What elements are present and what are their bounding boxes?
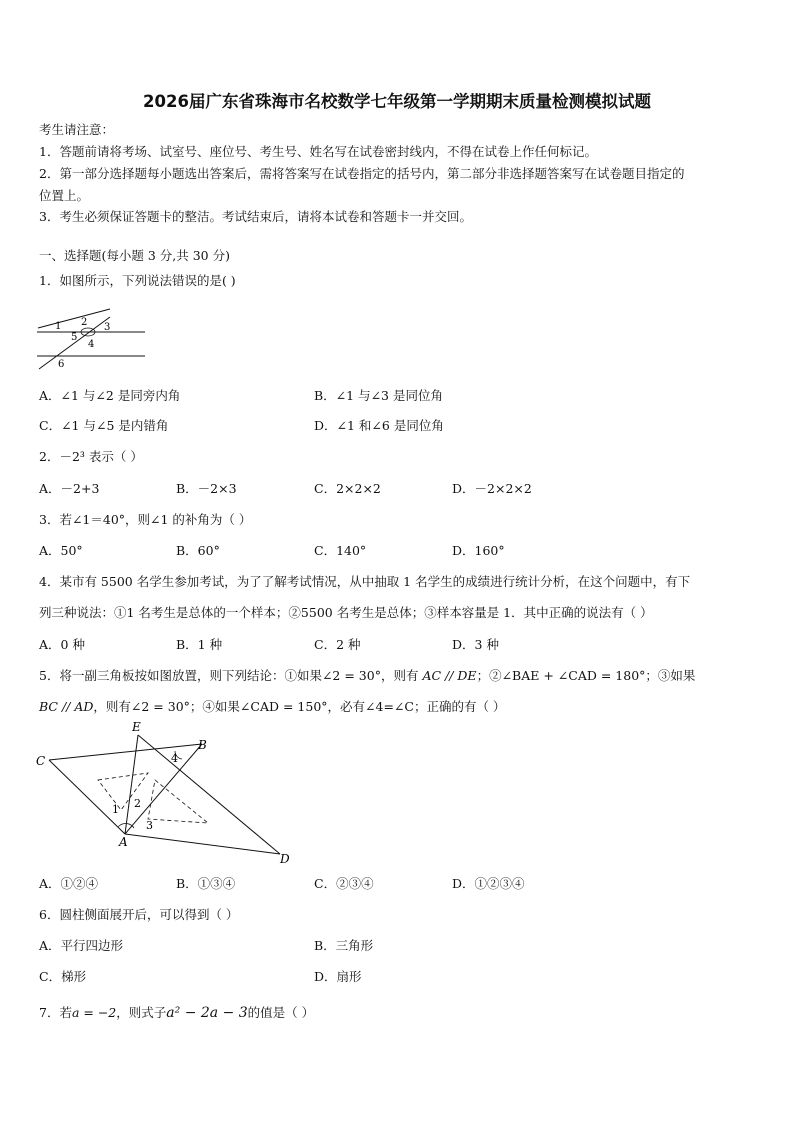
question-2-option-c: C．2×2×2 [314, 481, 381, 496]
question-3-option-a: A．50° [39, 543, 83, 558]
question-2-stem: 2．－2³ 表示（ ） [39, 449, 143, 464]
angle-label: 4 [88, 339, 95, 350]
page-title: 2026届广东省珠海市名校数学七年级第一学期期末质量检测模拟试题 [143, 92, 651, 111]
question-3-option-d: D．160° [452, 543, 505, 558]
question-1-option-a: A．∠1 与∠2 是同旁内角 [39, 388, 181, 403]
stem-text: ，则有∠2 = 30°；④如果∠CAD = 150°，必有∠4=∠C；正确的有（ ） [93, 699, 506, 714]
notice-item: 3．考生必须保证答题卡的整洁。考试结束后，请将本试卷和答题卡一并交回。 [39, 209, 472, 224]
point-label: A [119, 835, 128, 849]
question-3-stem: 3．若∠1＝40°，则∠1 的补角为（ ） [39, 512, 252, 527]
point-label: D [280, 852, 290, 866]
question-4-option-a: A．0 种 [39, 637, 85, 652]
question-1-option-d: D．∠1 和∠6 是同位角 [314, 418, 444, 433]
angle-label: 3 [146, 819, 153, 832]
angle-label: 2 [134, 797, 141, 810]
question-6-option-b: B．三角形 [314, 938, 374, 953]
question-6-option-d: D．扇形 [314, 969, 362, 984]
angle-label: 1 [55, 321, 62, 332]
notice-heading: 考生请注意： [39, 122, 115, 137]
question-4-stem-line2: 列三种说法：①1 名考生是总体的一个样本；②5500 名考生是总体；③样本容量是 1．其中正确的说法有（ ） [39, 605, 653, 620]
question-5-option-a: A．①②④ [39, 876, 99, 891]
question-2-option-b: B．－2×3 [176, 481, 237, 496]
question-4-option-d: D．3 种 [452, 637, 499, 652]
point-label: C [36, 754, 46, 768]
math-expression: AC // DE [422, 668, 477, 683]
question-6-option-a: A．平行四边形 [39, 938, 124, 953]
question-6-option-c: C．梯形 [39, 969, 87, 984]
question-2-option-d: D．－2×2×2 [452, 481, 532, 496]
notice-item: 位置上。 [39, 188, 90, 203]
section-heading: 一、选择题(每小题 3 分,共 30 分) [39, 248, 230, 263]
question-3-option-c: C．140° [314, 543, 367, 558]
question-1-stem: 1．如图所示，下列说法错误的是( ) [39, 273, 236, 288]
angle-label: 2 [81, 317, 88, 328]
angle-label: 5 [71, 332, 78, 343]
question-5-option-d: D．①②③④ [452, 876, 525, 891]
math-expression: a² − 2a − 3 [166, 1005, 248, 1021]
notice-item: 2．第一部分选择题每小题选出答案后，需将答案写在试卷指定的括号内，第二部分非选择题答案写在试卷题目指定的 [39, 166, 685, 181]
question-5-stem-line1 [39, 666, 695, 684]
angle-label: 4 [171, 752, 178, 765]
stem-text: 5．将一副三角板按如图放置，则下列结论：①如果∠2 = 30°，则有 [39, 668, 419, 683]
question-3-option-b: B．60° [176, 543, 220, 558]
stem-text: ；②∠BAE + ∠CAD = 180°；③如果 [476, 668, 696, 683]
question-5-option-c: C．②③④ [314, 876, 374, 891]
point-label: E [132, 720, 141, 734]
notice-item: 1．答题前请将考场、试室号、座位号、考生号、姓名写在试卷密封线内，不得在试卷上作任何标记。 [39, 144, 597, 159]
question-4-stem-line1: 4．某市有 5500 名学生参加考试，为了了解考试情况，从中抽取 1 名学生的成绩进行统计分析，在这个问题中，有下 [39, 574, 691, 589]
stem-text: ，则式子 [116, 1005, 167, 1020]
question-1-figure [35, 305, 155, 375]
stem-text: 7．若 [39, 1005, 72, 1020]
angle-label: 1 [112, 803, 119, 816]
point-label: B [198, 738, 207, 752]
math-expression: BC // AD [39, 699, 94, 714]
question-5-option-b: B．①③④ [176, 876, 236, 891]
question-1-option-c: C．∠1 与∠5 是内错角 [39, 418, 169, 433]
question-4-option-b: B．1 种 [176, 637, 223, 652]
question-6-stem: 6．圆柱侧面展开后，可以得到（ ） [39, 907, 239, 922]
stem-text: 的值是（ ） [247, 1005, 315, 1020]
math-expression: a = −2 [71, 1005, 117, 1020]
question-4-option-c: C．2 种 [314, 637, 361, 652]
angle-label: 6 [58, 359, 65, 370]
question-5-stem-line2 [39, 697, 505, 715]
angle-label: 3 [104, 322, 111, 333]
question-1-option-b: B．∠1 与∠3 是同位角 [314, 388, 443, 403]
question-2-option-a: A．－2+3 [39, 481, 100, 496]
question-5-figure [30, 715, 300, 867]
question-7-stem [39, 1003, 314, 1021]
